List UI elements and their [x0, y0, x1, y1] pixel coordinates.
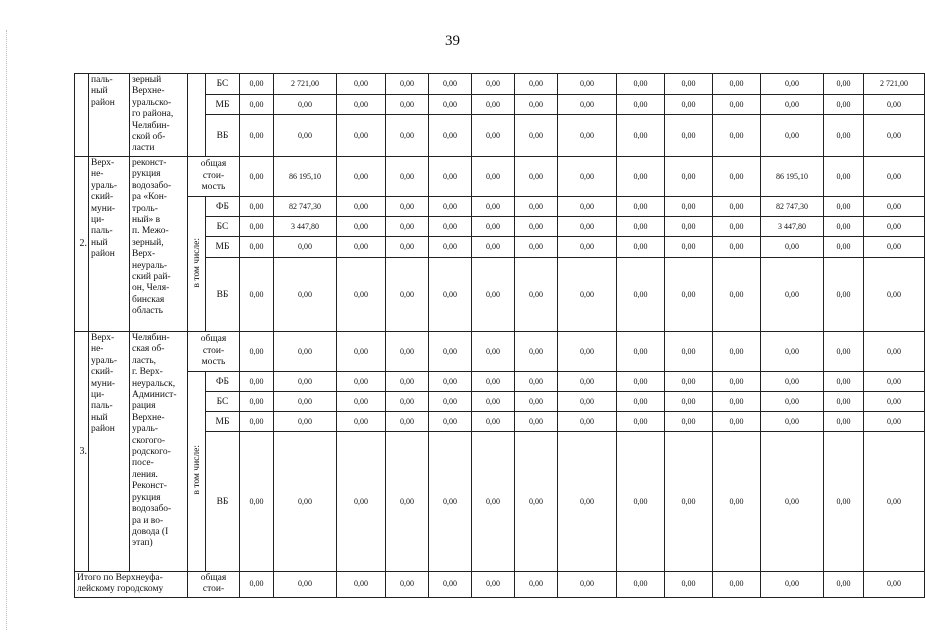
value-cell: 0,00	[558, 572, 617, 598]
value-cell: 0,00	[472, 432, 515, 572]
including-label: в том числе:	[191, 237, 202, 288]
value-cell: 0,00	[617, 392, 665, 412]
value-cell: 0,00	[429, 95, 472, 115]
value-cell: 0,00	[665, 197, 713, 217]
value-cell: 0,00	[558, 237, 617, 258]
value-cell: 0,00	[558, 157, 617, 197]
value-cell: 0,00	[558, 332, 617, 372]
value-cell: 0,00	[240, 95, 274, 115]
value-cell: 0,00	[240, 258, 274, 332]
value-cell: 0,00	[713, 392, 761, 412]
budget-code: МБ	[206, 237, 240, 258]
value-cell: 0,00	[386, 95, 429, 115]
value-cell: 0,00	[665, 74, 713, 95]
table-row	[75, 74, 925, 95]
value-cell: 0,00	[761, 74, 824, 95]
value-cell: 0,00	[472, 258, 515, 332]
value-cell: 0,00	[558, 258, 617, 332]
value-cell: 3 447,80	[274, 217, 337, 237]
value-cell: 0,00	[515, 372, 558, 392]
value-cell: 0,00	[337, 572, 386, 598]
value-cell: 0,00	[665, 157, 713, 197]
value-cell: 0,00	[824, 115, 864, 157]
value-cell: 0,00	[864, 157, 925, 197]
budget-code: ФБ	[206, 197, 240, 217]
value-cell: 0,00	[472, 157, 515, 197]
value-cell: 0,00	[240, 372, 274, 392]
table-row	[75, 372, 925, 392]
value-cell: 0,00	[713, 372, 761, 392]
value-cell: 2 721,00	[864, 74, 925, 95]
value-cell: 0,00	[240, 157, 274, 197]
budget-code: МБ	[206, 95, 240, 115]
value-cell: 0,00	[824, 572, 864, 598]
value-cell: 0,00	[386, 157, 429, 197]
value-cell: 2 721,00	[274, 74, 337, 95]
value-cell: 0,00	[864, 432, 925, 572]
value-cell: 0,00	[713, 237, 761, 258]
value-cell: 0,00	[429, 372, 472, 392]
value-cell: 0,00	[761, 572, 824, 598]
value-cell: 0,00	[337, 115, 386, 157]
budget-code: БС	[206, 392, 240, 412]
value-cell: 0,00	[761, 332, 824, 372]
funding-table-body	[75, 74, 925, 598]
table-row	[75, 332, 925, 372]
value-cell: 0,00	[337, 95, 386, 115]
including-label-cell	[188, 74, 206, 157]
total-cost-label: общая стои- мость	[188, 157, 240, 197]
value-cell: 0,00	[386, 115, 429, 157]
value-cell: 0,00	[824, 217, 864, 237]
budget-code: ВБ	[206, 258, 240, 332]
value-cell: 0,00	[558, 412, 617, 432]
value-cell: 0,00	[713, 332, 761, 372]
value-cell: 0,00	[665, 258, 713, 332]
value-cell: 0,00	[472, 412, 515, 432]
value-cell: 0,00	[665, 237, 713, 258]
page-number: 39	[445, 33, 460, 49]
value-cell: 0,00	[274, 572, 337, 598]
value-cell: 0,00	[864, 197, 925, 217]
row-number	[75, 74, 89, 157]
value-cell: 0,00	[386, 74, 429, 95]
value-cell: 0,00	[515, 95, 558, 115]
value-cell: 0,00	[337, 237, 386, 258]
value-cell: 0,00	[337, 372, 386, 392]
value-cell: 0,00	[864, 237, 925, 258]
value-cell: 0,00	[472, 392, 515, 412]
value-cell: 0,00	[558, 217, 617, 237]
value-cell: 0,00	[713, 217, 761, 237]
value-cell: 82 747,30	[761, 197, 824, 217]
value-cell: 0,00	[761, 115, 824, 157]
value-cell: 0,00	[240, 197, 274, 217]
value-cell: 0,00	[864, 572, 925, 598]
value-cell: 0,00	[515, 332, 558, 372]
value-cell: 0,00	[713, 74, 761, 95]
value-cell: 0,00	[337, 432, 386, 572]
value-cell: 0,00	[429, 258, 472, 332]
value-cell: 0,00	[824, 258, 864, 332]
value-cell: 0,00	[429, 197, 472, 217]
value-cell: 0,00	[761, 412, 824, 432]
budget-code: БС	[206, 74, 240, 95]
value-cell: 0,00	[386, 197, 429, 217]
value-cell: 0,00	[558, 95, 617, 115]
row-number: 3.	[75, 332, 89, 572]
object-cell: Челябин- ская об- ласть, г. Верх- неуральск, Админист- рация Верхне- ураль- скогого- родского- посе- ления. Реконст- рукция водозабо- ра и во- довода (I этап)	[130, 332, 188, 572]
value-cell: 0,00	[337, 74, 386, 95]
value-cell: 0,00	[472, 95, 515, 115]
total-cost-label: общая стои- мость	[188, 332, 240, 372]
value-cell: 0,00	[386, 572, 429, 598]
value-cell: 0,00	[558, 115, 617, 157]
value-cell: 0,00	[761, 95, 824, 115]
value-cell: 0,00	[240, 217, 274, 237]
value-cell: 0,00	[713, 115, 761, 157]
value-cell: 0,00	[824, 237, 864, 258]
value-cell: 0,00	[472, 237, 515, 258]
value-cell: 0,00	[824, 74, 864, 95]
value-cell: 0,00	[558, 74, 617, 95]
value-cell: 0,00	[515, 74, 558, 95]
value-cell: 0,00	[386, 237, 429, 258]
value-cell: 0,00	[240, 237, 274, 258]
value-cell: 0,00	[761, 392, 824, 412]
value-cell: 0,00	[824, 412, 864, 432]
value-cell: 0,00	[240, 572, 274, 598]
table-row	[75, 197, 925, 217]
value-cell: 0,00	[337, 157, 386, 197]
value-cell: 0,00	[864, 332, 925, 372]
value-cell: 0,00	[274, 412, 337, 432]
value-cell: 0,00	[240, 115, 274, 157]
value-cell: 0,00	[617, 237, 665, 258]
value-cell: 0,00	[713, 95, 761, 115]
value-cell: 0,00	[386, 258, 429, 332]
value-cell: 0,00	[665, 392, 713, 412]
value-cell: 0,00	[472, 74, 515, 95]
value-cell: 0,00	[824, 197, 864, 217]
district-cell: Верх- не- ураль- ский- муни- ци- паль- ный район	[89, 332, 130, 572]
value-cell: 0,00	[515, 157, 558, 197]
object-cell: реконст- рукция водозабо- ра «Кон- троль- ный» в п. Межо- зерный, Верх- неураль- ский рай- он, Челя- бинская область	[130, 157, 188, 332]
value-cell: 0,00	[665, 115, 713, 157]
value-cell: 3 447,80	[761, 217, 824, 237]
value-cell: 0,00	[429, 332, 472, 372]
value-cell: 0,00	[429, 74, 472, 95]
value-cell: 0,00	[824, 432, 864, 572]
value-cell: 0,00	[864, 95, 925, 115]
value-cell: 0,00	[713, 572, 761, 598]
value-cell: 0,00	[713, 197, 761, 217]
value-cell: 0,00	[558, 432, 617, 572]
summary-kind: общая стои-	[188, 572, 240, 598]
value-cell: 0,00	[472, 372, 515, 392]
value-cell: 0,00	[240, 392, 274, 412]
value-cell: 0,00	[864, 392, 925, 412]
value-cell: 0,00	[665, 372, 713, 392]
value-cell: 0,00	[761, 372, 824, 392]
value-cell: 0,00	[240, 432, 274, 572]
value-cell: 0,00	[429, 217, 472, 237]
value-cell: 0,00	[864, 258, 925, 332]
value-cell: 0,00	[713, 258, 761, 332]
value-cell: 0,00	[515, 197, 558, 217]
value-cell: 0,00	[472, 197, 515, 217]
value-cell: 0,00	[617, 332, 665, 372]
value-cell: 86 195,10	[761, 157, 824, 197]
row-number: 2.	[75, 157, 89, 332]
value-cell: 0,00	[386, 332, 429, 372]
value-cell: 0,00	[472, 332, 515, 372]
value-cell: 0,00	[824, 332, 864, 372]
value-cell: 0,00	[274, 332, 337, 372]
district-cell: Верх- не- ураль- ский- муни- ци- паль- ный район	[89, 157, 130, 332]
summary-label: Итого по Верхнеуфа- лейскому городскому	[75, 572, 188, 598]
value-cell: 0,00	[472, 115, 515, 157]
value-cell: 0,00	[617, 412, 665, 432]
value-cell: 0,00	[617, 115, 665, 157]
value-cell: 0,00	[337, 258, 386, 332]
value-cell: 0,00	[429, 115, 472, 157]
value-cell: 0,00	[665, 95, 713, 115]
value-cell: 0,00	[617, 95, 665, 115]
value-cell: 0,00	[386, 372, 429, 392]
value-cell: 0,00	[761, 237, 824, 258]
value-cell: 0,00	[558, 372, 617, 392]
value-cell: 0,00	[824, 372, 864, 392]
value-cell: 0,00	[713, 157, 761, 197]
value-cell: 0,00	[515, 432, 558, 572]
value-cell: 0,00	[665, 217, 713, 237]
budget-code: ФБ	[206, 372, 240, 392]
value-cell: 0,00	[429, 432, 472, 572]
value-cell: 0,00	[337, 392, 386, 412]
value-cell: 0,00	[515, 217, 558, 237]
value-cell: 0,00	[761, 258, 824, 332]
budget-code: ВБ	[206, 115, 240, 157]
value-cell: 0,00	[761, 432, 824, 572]
value-cell: 0,00	[274, 258, 337, 332]
value-cell: 0,00	[240, 412, 274, 432]
value-cell: 0,00	[515, 237, 558, 258]
value-cell: 0,00	[713, 432, 761, 572]
value-cell: 0,00	[274, 115, 337, 157]
value-cell: 0,00	[240, 74, 274, 95]
value-cell: 0,00	[515, 115, 558, 157]
object-cell: зерный Верхне- уральско- го района, Челябин- ской об- ласти	[130, 74, 188, 157]
value-cell: 0,00	[617, 432, 665, 572]
value-cell: 0,00	[429, 572, 472, 598]
including-label-cell	[188, 372, 206, 572]
value-cell: 0,00	[617, 157, 665, 197]
value-cell: 0,00	[274, 95, 337, 115]
value-cell: 0,00	[864, 115, 925, 157]
value-cell: 0,00	[429, 157, 472, 197]
value-cell: 0,00	[617, 572, 665, 598]
value-cell: 0,00	[515, 258, 558, 332]
value-cell: 0,00	[617, 258, 665, 332]
value-cell: 0,00	[617, 372, 665, 392]
value-cell: 0,00	[386, 432, 429, 572]
budget-code: БС	[206, 217, 240, 237]
value-cell: 0,00	[824, 157, 864, 197]
value-cell: 0,00	[665, 332, 713, 372]
value-cell: 82 747,30	[274, 197, 337, 217]
value-cell: 0,00	[824, 95, 864, 115]
value-cell: 0,00	[864, 412, 925, 432]
value-cell: 0,00	[665, 572, 713, 598]
value-cell: 0,00	[472, 572, 515, 598]
value-cell: 0,00	[386, 412, 429, 432]
table-row	[75, 157, 925, 197]
value-cell: 0,00	[429, 412, 472, 432]
value-cell: 0,00	[429, 392, 472, 412]
value-cell: 0,00	[824, 392, 864, 412]
value-cell: 0,00	[515, 392, 558, 412]
budget-code: ВБ	[206, 432, 240, 572]
including-label: в том числе:	[191, 445, 202, 495]
value-cell: 0,00	[337, 217, 386, 237]
value-cell: 0,00	[617, 217, 665, 237]
value-cell: 0,00	[274, 372, 337, 392]
value-cell: 0,00	[515, 572, 558, 598]
funding-table	[74, 73, 925, 598]
value-cell: 0,00	[864, 217, 925, 237]
value-cell: 0,00	[665, 432, 713, 572]
value-cell: 0,00	[337, 332, 386, 372]
district-cell: паль- ный район	[89, 74, 130, 157]
value-cell: 0,00	[617, 197, 665, 217]
value-cell: 0,00	[429, 237, 472, 258]
including-label-cell	[188, 197, 206, 332]
value-cell: 0,00	[386, 217, 429, 237]
value-cell: 0,00	[713, 412, 761, 432]
value-cell: 0,00	[515, 412, 558, 432]
value-cell: 0,00	[864, 372, 925, 392]
value-cell: 0,00	[558, 392, 617, 412]
value-cell: 0,00	[386, 392, 429, 412]
value-cell: 0,00	[337, 197, 386, 217]
page-edge-mark	[6, 30, 8, 630]
value-cell: 0,00	[337, 412, 386, 432]
budget-code: МБ	[206, 412, 240, 432]
value-cell: 0,00	[274, 392, 337, 412]
value-cell: 0,00	[472, 217, 515, 237]
value-cell: 86 195,10	[274, 157, 337, 197]
value-cell: 0,00	[274, 432, 337, 572]
value-cell: 0,00	[665, 412, 713, 432]
value-cell: 0,00	[240, 332, 274, 372]
summary-row	[75, 572, 925, 598]
value-cell: 0,00	[617, 74, 665, 95]
value-cell: 0,00	[274, 237, 337, 258]
value-cell: 0,00	[558, 197, 617, 217]
